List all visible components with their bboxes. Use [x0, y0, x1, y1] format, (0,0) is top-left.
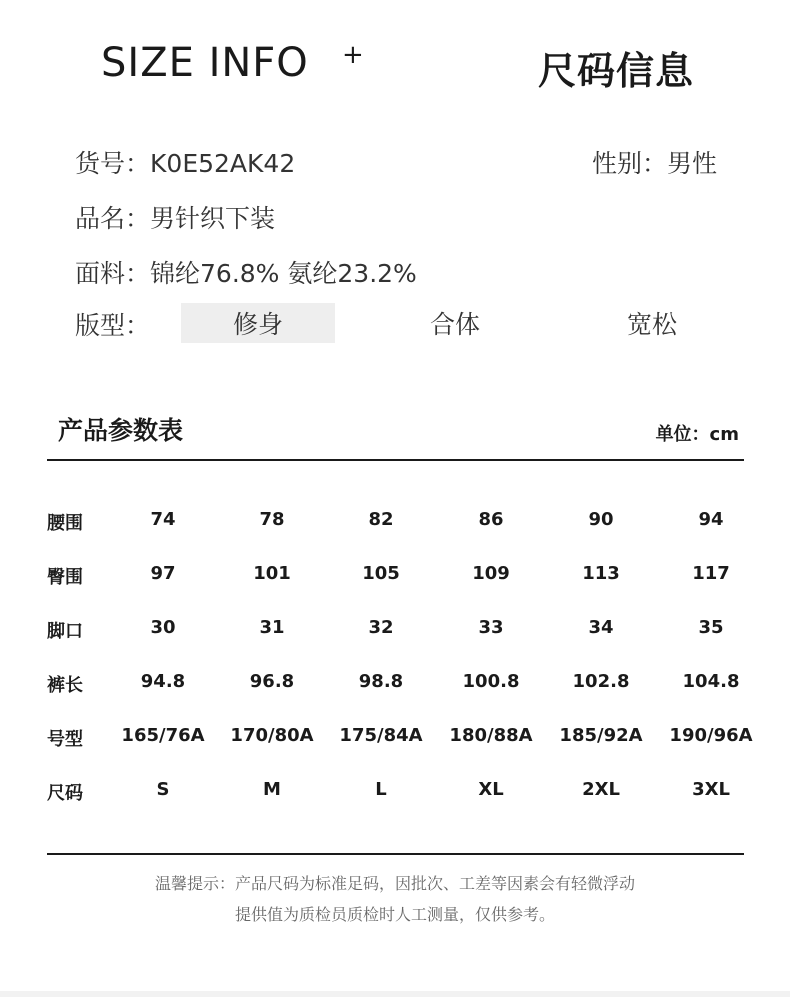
- table-title: 产品参数表: [58, 416, 184, 445]
- table-cell: 82: [368, 509, 394, 530]
- table-cell: 175/84A: [339, 725, 423, 746]
- divider-bottom: [47, 853, 744, 855]
- table-row: [47, 657, 752, 711]
- fit-label: 版型：: [75, 311, 151, 340]
- table-cell: 105: [362, 563, 400, 584]
- table-cell: 32: [368, 617, 394, 638]
- fit-option-regular: 合体: [429, 310, 480, 339]
- table-cell: 33: [478, 617, 504, 638]
- table-cell: S: [156, 779, 170, 800]
- table-cell: 113: [582, 563, 620, 584]
- name-row: [75, 199, 275, 235]
- row-label: 裤长: [47, 675, 83, 696]
- sku-row: [75, 144, 295, 180]
- table-cell: 170/80A: [230, 725, 314, 746]
- table-cell: L: [375, 779, 387, 800]
- table-cell: 185/92A: [559, 725, 643, 746]
- table-row: [47, 711, 752, 765]
- table-cell: 117: [692, 563, 730, 584]
- fit-option-slim: 修身: [181, 303, 335, 343]
- row-label: 脚口: [47, 621, 83, 642]
- gender-row: [592, 144, 717, 180]
- bottom-band: [0, 991, 790, 997]
- table-cell: XL: [478, 779, 504, 800]
- table-cell: 31: [259, 617, 285, 638]
- fabric-value: 锦纶76.8% 氨纶23.2%: [150, 259, 417, 288]
- table-cell: 180/88A: [449, 725, 533, 746]
- tip-line-1: 温馨提示：产品尺码为标准足码，因批次、工差等因素会有轻微浮动: [154, 874, 635, 893]
- table-cell: 74: [150, 509, 176, 530]
- name-label: 品名：: [75, 204, 151, 233]
- table-cell: M: [263, 779, 281, 800]
- size-table: [47, 495, 752, 819]
- table-row: [47, 495, 752, 549]
- table-cell: 30: [150, 617, 176, 638]
- table-row: [47, 603, 752, 657]
- table-cell: 2XL: [582, 779, 620, 800]
- table-cell: 109: [472, 563, 510, 584]
- title-english: SIZE INFO: [101, 40, 309, 86]
- table-cell: 35: [698, 617, 724, 638]
- fabric-row: [75, 254, 417, 290]
- gender-label: 性别：: [592, 149, 668, 178]
- row-label: 尺码: [47, 783, 83, 804]
- table-cell: 190/96A: [669, 725, 753, 746]
- table-cell: 94.8: [140, 671, 186, 692]
- table-cell: 34: [588, 617, 614, 638]
- table-cell: 90: [588, 509, 614, 530]
- row-label: 腰围: [47, 513, 83, 534]
- fabric-label: 面料：: [75, 259, 151, 288]
- table-cell: 97: [150, 563, 176, 584]
- row-label: 臀围: [47, 567, 83, 588]
- plus-icon: +: [342, 40, 364, 70]
- tip-line-2: 提供值为质检员质检时人工测量，仅供参考。: [234, 905, 555, 924]
- table-cell: 78: [259, 509, 285, 530]
- table-cell: 3XL: [692, 779, 730, 800]
- table-cell: 86: [478, 509, 504, 530]
- fit-option-loose: 宽松: [626, 310, 677, 339]
- table-row: [47, 765, 752, 819]
- table-cell: 101: [253, 563, 291, 584]
- table-cell: 165/76A: [121, 725, 205, 746]
- sku-label: 货号：: [75, 149, 151, 178]
- sku-value: K0E52AK42: [150, 149, 296, 178]
- table-cell: 104.8: [682, 671, 740, 692]
- divider-top: [47, 459, 744, 461]
- unit-label: 单位：cm: [655, 424, 739, 445]
- table-cell: 102.8: [572, 671, 630, 692]
- row-label: 号型: [47, 729, 83, 750]
- table-cell: 96.8: [249, 671, 295, 692]
- table-cell: 98.8: [358, 671, 404, 692]
- title-chinese: 尺码信息: [538, 49, 695, 93]
- gender-value: 男性: [667, 149, 718, 178]
- table-cell: 100.8: [462, 671, 520, 692]
- table-row: [47, 549, 752, 603]
- name-value: 男针织下装: [150, 204, 276, 233]
- table-cell: 94: [698, 509, 724, 530]
